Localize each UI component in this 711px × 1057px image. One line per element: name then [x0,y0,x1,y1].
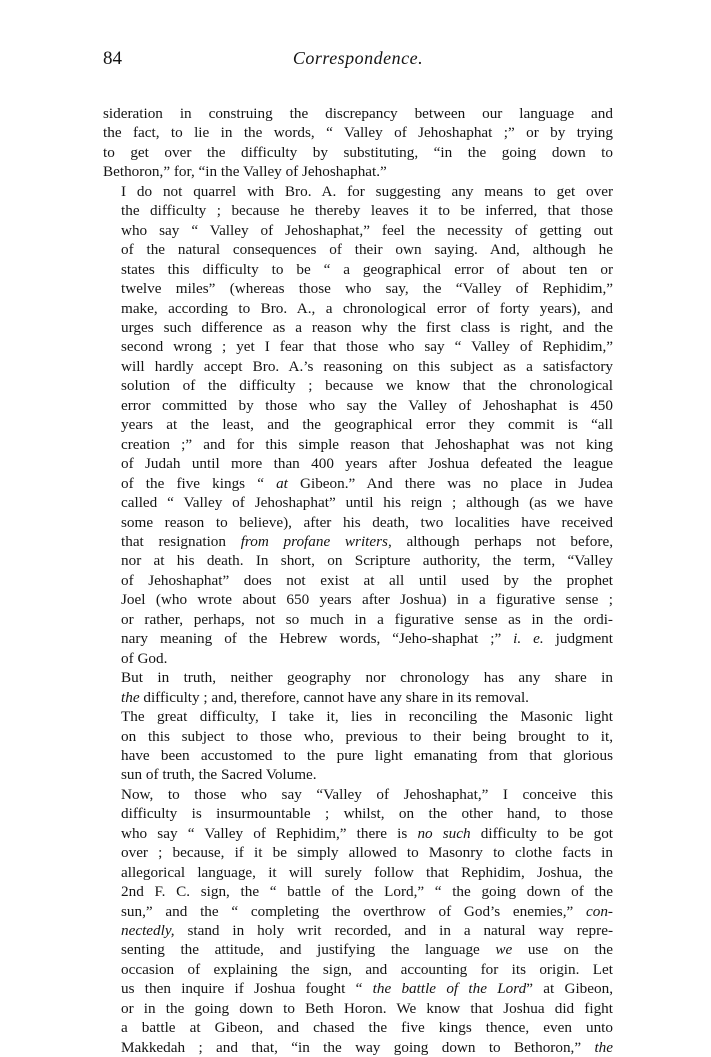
text-line: of God. [121,649,168,667]
text-line: sun,” and the “ completing the overthrow of God’s enemies,” con- [121,902,613,920]
paragraph [103,182,613,668]
text-line: us then inquire if Joshua fought “ the battle of the Lord” at Gibeon, [121,980,613,998]
text-line: some reason to believe), after his death, two localities have received [121,513,613,531]
text-line: over ; because, if it be simply allowed to Masonry to clothe facts in [121,844,613,862]
text-line: the fact, to lie in the words, “ Valley of Jehoshaphat ;” or by trying [103,124,613,142]
text-line: occasion of explaining the sign, and accounting for its origin. Let [121,960,613,978]
text-line: But in truth, neither geography nor chronology has any share in [121,669,613,687]
text-line: states this difficulty to be “ a geographical error of about ten or [121,260,613,278]
running-title: Correspondence. [292,48,424,68]
text-line: to get over the difficulty by substituting, “in the going down to [103,143,613,161]
text-line: the difficulty ; because he thereby leaves it to be inferred, that those [121,202,613,220]
text-line: Now, to those who say “Valley of Jehoshaphat,” I conceive this [121,785,613,803]
text-line: or rather, perhaps, not so much in a figurative sense as in the ordi- [121,610,613,628]
text-line: error committed by those who say the Valley of Jehoshaphat is 450 [121,396,613,414]
text-line: have been accustomed to the pure light emanating from that glorious [121,746,613,764]
text-line: who say “ Valley of Rephidim,” there is no such difficulty to be got [121,824,614,842]
text-line: 2nd F. C. sign, the “ battle of the Lord,” “ the going down of the [121,883,613,901]
text-line: difficulty is insurmountable ; whilst, on the other hand, to those [121,805,613,823]
paragraph [103,668,613,707]
text-line: sun of truth, the Sacred Volume. [121,766,317,784]
text-line: second wrong ; yet I fear that those who say “ Valley of Rephidim,” [121,338,613,356]
text-line: make, according to Bro. A., a chronological error of forty years), and [121,299,613,317]
text-line: will hardly accept Bro. A.’s reasoning on this subject as a satisfactory [121,357,613,375]
text-line: of Jehoshaphat” does not exist at all until used by the prophet [121,571,613,589]
text-line: who say “ Valley of Jehoshaphat,” feel the necessity of getting out [121,221,613,239]
text-line: sideration in construing the discrepancy between our language and [103,105,613,122]
text-line: a battle at Gibeon, and chased the five kings thence, even unto [121,1019,613,1037]
text-line: nectedly, stand in holy writ recorded, and in a natural way repre- [121,922,613,940]
text-line: allegorical language, it will surely follow that Rephidim, Joshua, the [121,863,613,881]
text-line: of Judah until more than 400 years after Joshua defeated the league [121,455,613,473]
text-line: or in the going down to Beth Horon. We know that Joshua did fight [121,999,613,1017]
text-line: nary meaning of the Hebrew words, “Jeho-shaphat ;” i. e. judgment [121,630,613,648]
text-line: on this subject to those who, previous to their being brought to it, [121,727,613,745]
text-line: years at the least, and the geographical error they commit is “all [121,416,613,434]
text-line: that resignation from profane writers, although perhaps not before, [121,532,613,550]
text-line: twelve miles” (whereas those who say, the “Valley of Rephidim,” [121,280,613,298]
paragraph [103,785,613,1057]
text-line: Makkedah ; and that, “in the way going down to Bethoron,” the [121,1038,613,1056]
text-line: The great difficulty, I take it, lies in reconciling the Masonic light [121,708,613,726]
text-line: nor at his death. In short, on Scripture authority, the term, “Valley [121,552,613,570]
text-line: of the natural consequences of their own saying. And, although he [121,241,613,259]
page-header [103,48,613,74]
paragraph [103,707,613,785]
text-line: urges such difference as a reason why the first class is right, and the [121,318,613,336]
text-line: solution of the difficulty ; because we know that the chronological [121,377,613,395]
text-line: of the five kings “ at Gibeon.” And there was no place in Judea [121,474,613,492]
text-line: the difficulty ; and, therefore, cannot have any share in its removal. [121,688,529,706]
text-line: senting the attitude, and justifying the language we use on the [121,941,613,959]
body-text [103,104,613,1057]
text-line: creation ;” and for this simple reason that Jehoshaphat was not king [121,435,613,453]
paragraph [103,104,613,182]
text-line: Bethoron,” for, “in the Valley of Jehoshaphat.” [103,163,387,181]
text-line: called “ Valley of Jehoshaphat” until his reign ; although (as we have [121,494,613,512]
page-number: 84 [103,48,122,69]
text-line: Joel (who wrote about 650 years after Joshua) in a figurative sense ; [121,591,613,609]
text-line: I do not quarrel with Bro. A. for suggesting any means to get over [121,182,613,200]
